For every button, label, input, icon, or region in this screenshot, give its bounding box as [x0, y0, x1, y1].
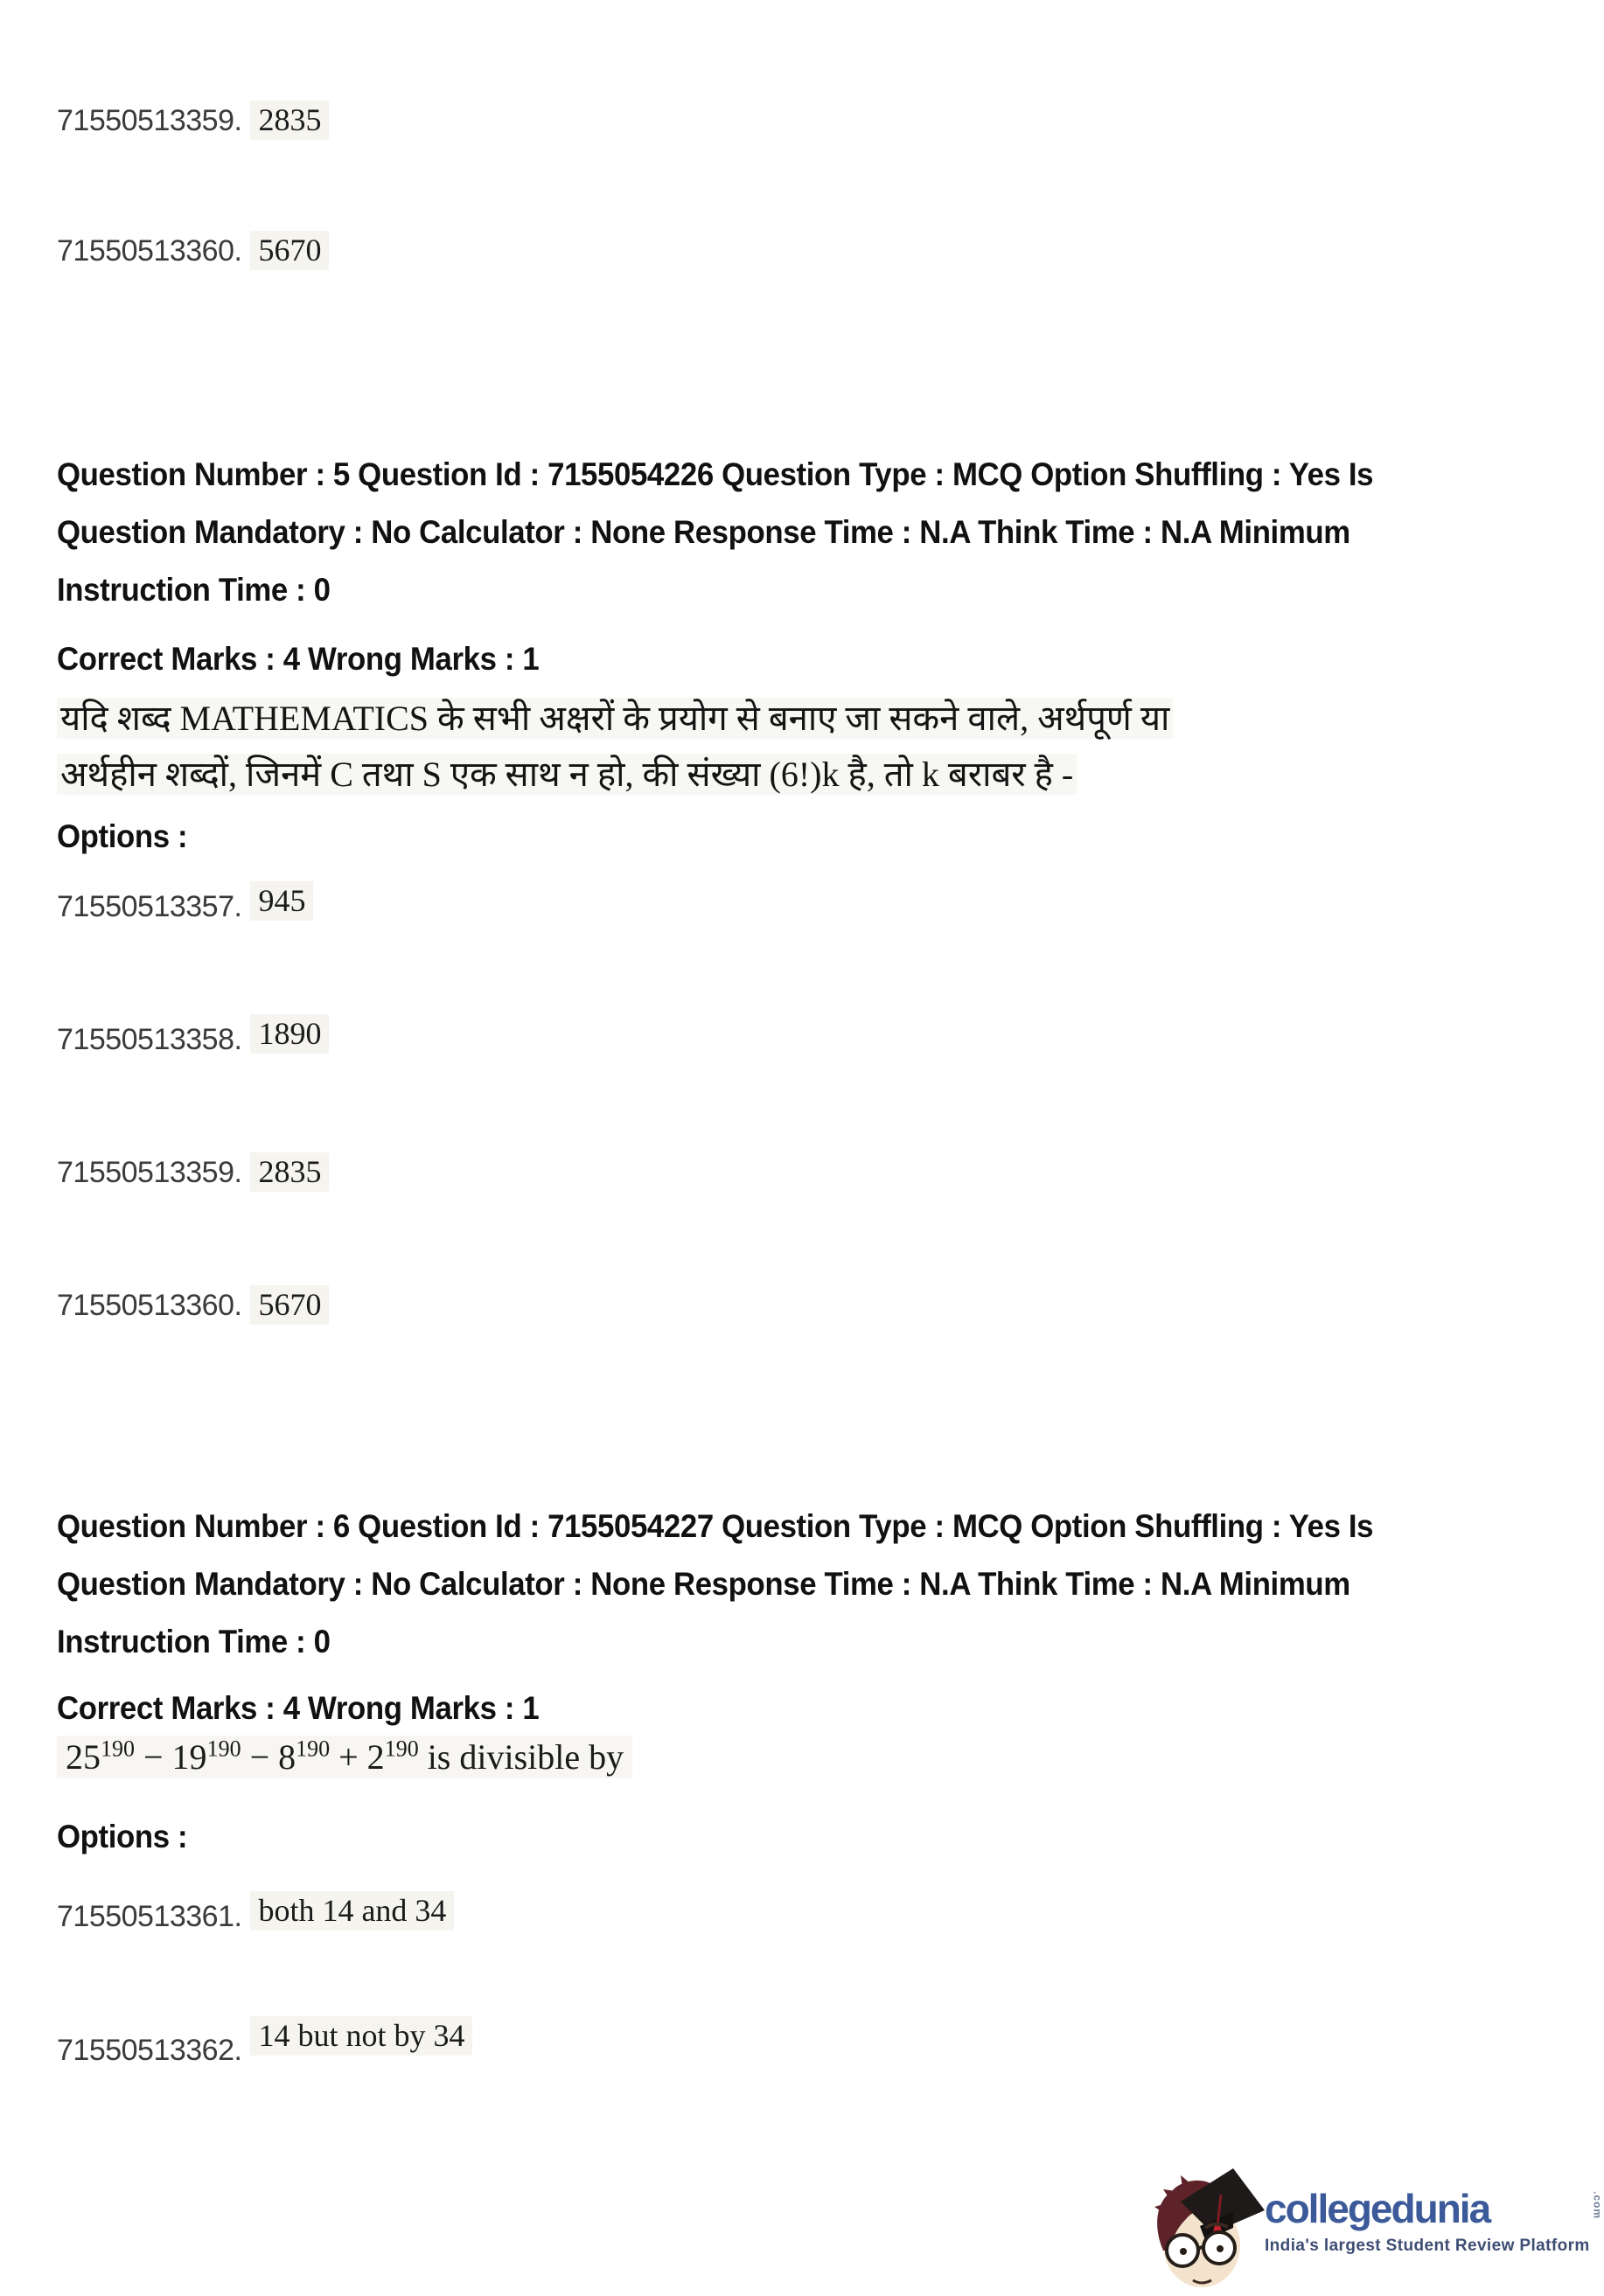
logo-text-block [1265, 2165, 1604, 2256]
question-header-line: Question Number : 5 Question Id : 7155054226 Question Type : MCQ Option Shuffling : Yes Is [57, 456, 1374, 492]
question-header-line: Question Mandatory : No Calculator : None Response Time : N.A Think Time : N.A Minimum [57, 514, 1350, 550]
option-value-scan: 14 but not by 34 [250, 2016, 472, 2056]
question-5-header [57, 446, 1373, 619]
collegedunia-mascot-icon [1147, 2165, 1265, 2296]
question-6-options-label: Options : [57, 1819, 188, 1854]
option-row [57, 883, 313, 926]
option-row [57, 1152, 329, 1192]
option-id: 71550513359. [57, 104, 242, 137]
option-row [57, 1285, 329, 1325]
logo-wordmark: collegedunia [1265, 2186, 1490, 2231]
question-text-line: यदि शब्द MATHEMATICS के सभी अक्षरों के प्रयोग से बनाए जा सकने वाले, अर्थपूर्ण या [57, 698, 1173, 739]
question-5-marks: Correct Marks : 4 Wrong Marks : 1 [57, 641, 540, 677]
question-text-line: अर्थहीन शब्दों, जिनमें C तथा S एक साथ न हो, की संख्या (6!)k है, तो k बराबर है - [57, 754, 1077, 795]
option-value-scan: 5670 [250, 231, 329, 270]
option-id: 71550513359. [57, 1156, 242, 1189]
option-row [57, 1893, 454, 1936]
option-value-scan: 2835 [250, 1152, 329, 1192]
collegedunia-logo [1147, 2165, 1604, 2296]
question-5-text [57, 691, 1173, 803]
question-6-header [57, 1498, 1373, 1671]
math-expression: $25^{190} - 19^{190} - 8^{190} + 2^{190}$ is divisible by [57, 1736, 632, 1778]
option-id: 71550513360. [57, 234, 242, 268]
logo-tagline: India's largest Student Review Platform [1265, 2237, 1590, 2255]
question-header-line: Instruction Time : 0 [57, 1624, 331, 1659]
question-6-marks: Correct Marks : 4 Wrong Marks : 1 [57, 1690, 540, 1726]
option-id: 71550513357. [57, 890, 242, 923]
option-row [57, 231, 329, 270]
logo-domain-suffix: .com [1591, 2191, 1604, 2220]
question-6-text [57, 1736, 632, 1778]
option-value-scan: 945 [250, 881, 313, 921]
option-row [57, 2018, 472, 2070]
option-id: 71550513362. [57, 2034, 242, 2067]
question-header-line: Question Mandatory : No Calculator : None Response Time : N.A Think Time : N.A Minimum [57, 1566, 1350, 1602]
option-value-scan: 2835 [250, 101, 329, 140]
option-row [57, 1016, 329, 1059]
option-value-scan: 1890 [250, 1014, 329, 1054]
option-value-scan: 5670 [250, 1285, 329, 1325]
question-header-line: Instruction Time : 0 [57, 572, 331, 608]
option-value-scan: both 14 and 34 [250, 1891, 454, 1931]
option-id: 71550513361. [57, 1900, 242, 1933]
question-5-options-label: Options : [57, 818, 188, 854]
option-row [57, 101, 329, 140]
question-header-line: Question Number : 6 Question Id : 7155054227 Question Type : MCQ Option Shuffling : Yes Is [57, 1508, 1374, 1544]
option-id: 71550513360. [57, 1289, 242, 1322]
option-id: 71550513358. [57, 1023, 242, 1056]
